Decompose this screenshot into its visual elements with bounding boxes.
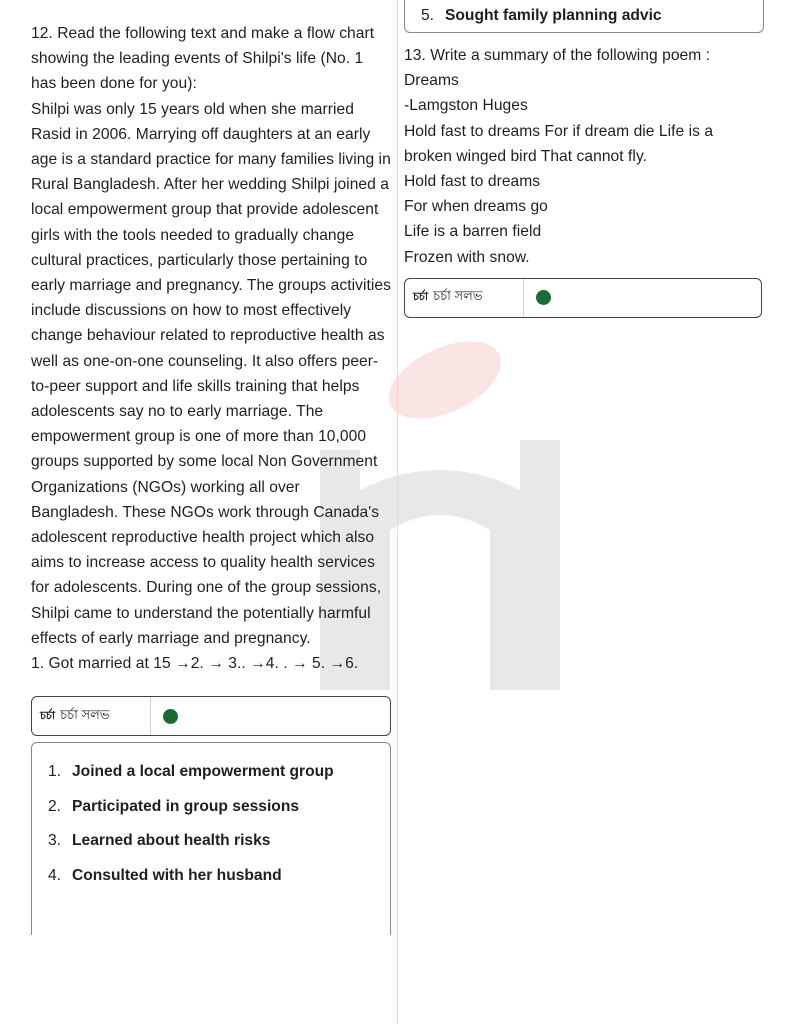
solve-bar-12[interactable]	[31, 696, 391, 736]
poem-title: Dreams	[404, 72, 459, 90]
brand-logo-icon: চর্চা	[413, 291, 429, 304]
solve-label: চর্চা সলভ	[60, 706, 110, 722]
answer-item: 4. Consulted with her husband	[48, 866, 282, 884]
question-13	[404, 43, 764, 270]
poem-line: Hold fast to dreams For if dream die Life is a broken winged bird That cannot fly.	[404, 122, 714, 165]
answer-item-5: 5. Sought family planning advic	[404, 0, 764, 33]
status-dot-icon	[163, 709, 178, 724]
status-dot-icon	[536, 290, 551, 305]
solve-bar-13[interactable]	[404, 278, 762, 318]
right-column	[404, 0, 764, 318]
poem-line: For when dreams go	[404, 198, 548, 216]
answer-item: 2. Participated in group sessions	[48, 797, 300, 815]
passage-text: Shilpi was only 15 years old when she married Rasid in 2006. Marrying off daughters at an early age is a standard practice for many families living in Rural Bangladesh. After her wedding Shilpi joined a local empowerment group that provide adolescent girls with the tools needed to gradually change cultural practices, particularly those pertaining to early marriage and pregnancy. The groups activities include discussions on how to most effectively change behaviour related to reproductive health as well as one-on-one counseling. It also offers peer-to-peer support and life skills training that helps adolescents say no to early marriage. The empowerment group is one of more than 10,000 groups supported by some local Non Government Organizations (NGOs) working all over Bangladesh. These NGOs work through Canada's adolescent reproductive health project which also aims to increase access to quality health services for adolescents. During one of the group sessions, Shilpi came to understand the potentially harmful effects of early marriage and pregnancy.	[31, 100, 391, 647]
question-12	[31, 21, 391, 676]
solve-label: চর্চা সলভ	[433, 288, 483, 304]
brand-logo-icon: চর্চা	[40, 709, 56, 722]
poem-author: -Lamgston Huges	[404, 97, 528, 115]
left-column	[31, 0, 391, 935]
answer-list-12	[31, 742, 391, 935]
poem-line: Frozen with snow.	[404, 248, 530, 266]
column-divider	[397, 0, 398, 1024]
poem-line: Hold fast to dreams	[404, 173, 541, 191]
answer-item: 3. Learned about health risks	[48, 832, 271, 850]
solve-label-wrap	[405, 279, 524, 317]
flow-chart-hint: 1. Got married at 15 →2. → 3.. →4. . → 5. →6.	[31, 655, 359, 673]
question-13-prompt: 13. Write a summary of the following poem :	[404, 47, 711, 64]
answer-item: 1. Joined a local empowerment group	[48, 763, 334, 781]
solve-label-wrap	[32, 697, 151, 735]
question-12-prompt: 12. Read the following text and make a flow chart showing the leading events of Shilpi's life (No. 1 has been done for you):	[31, 25, 375, 93]
poem-line: Life is a barren field	[404, 223, 542, 241]
